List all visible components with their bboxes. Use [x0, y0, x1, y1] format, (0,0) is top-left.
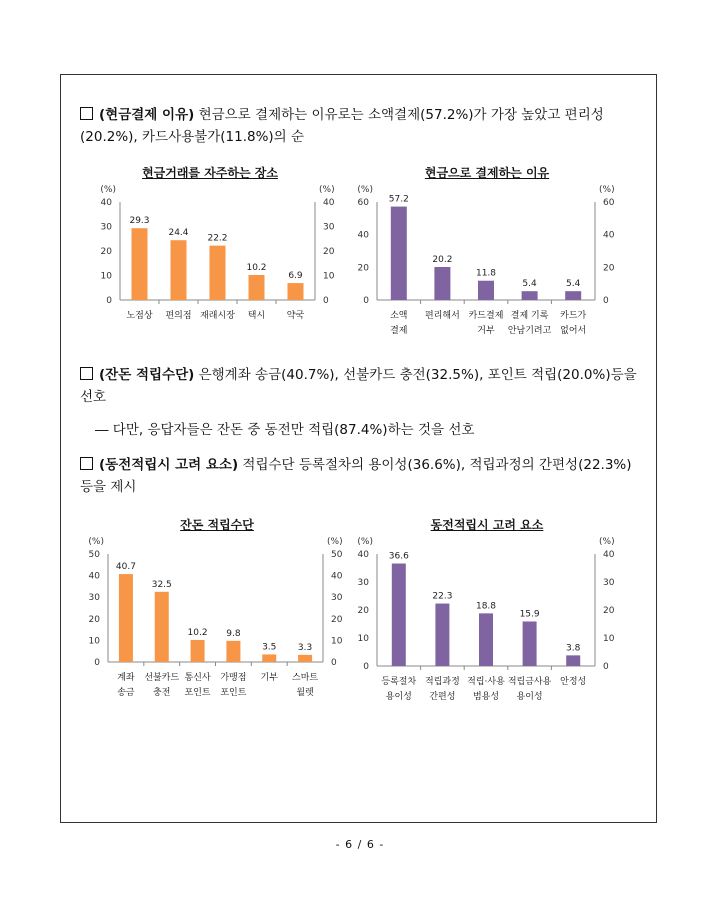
category-label: 거부	[477, 326, 495, 336]
bar-value-label: 6.9	[288, 271, 303, 282]
bar	[566, 655, 580, 666]
category-label: 가맹점	[220, 673, 247, 683]
category-label: 간편성	[429, 692, 456, 702]
bar	[435, 604, 449, 666]
chart-cash-places	[80, 160, 350, 340]
checkbox-bullet-icon	[80, 107, 93, 120]
category-label: 카드가	[560, 311, 587, 321]
chart-svg	[80, 160, 350, 340]
y-tick-label-left: 30	[357, 578, 369, 588]
category-label: 월렛	[296, 688, 314, 698]
bar	[298, 655, 312, 662]
bar-value-label: 22.2	[207, 233, 228, 244]
category-label: 스마트	[292, 673, 319, 683]
y-tick-label-left: 10	[357, 634, 369, 644]
bar	[392, 564, 406, 666]
y-tick-label-left: 60	[357, 198, 369, 208]
bar	[262, 654, 276, 662]
bar	[155, 592, 169, 662]
chart-title: 현금거래를 자주하는 장소	[142, 166, 278, 180]
y-tick-label-right: 50	[331, 550, 343, 560]
bar	[226, 641, 240, 662]
y-tick-label-right: 10	[603, 634, 615, 644]
checkbox-bullet-icon	[80, 367, 93, 380]
category-label: 기부	[260, 673, 278, 683]
category-label: 범용성	[472, 692, 500, 702]
y-tick-label-left: 0	[106, 296, 112, 306]
chart-title: 동전적립시 고려 요소	[430, 518, 544, 532]
bar	[565, 291, 581, 300]
category-label: 소액	[390, 311, 408, 321]
paragraph-heading: (잔돈 적립수단)	[99, 367, 195, 383]
y-tick-label-left: 40	[100, 198, 112, 208]
y-tick-label-right: 10	[331, 636, 343, 647]
category-label: 택시	[247, 311, 266, 321]
bar	[132, 228, 148, 300]
y-tick-label-left: 20	[88, 614, 100, 625]
category-label: 충전	[153, 688, 171, 698]
y-tick-label-left: 0	[363, 662, 369, 672]
paragraph-cash-reason	[80, 104, 645, 148]
y-tick-label-left: 0	[94, 658, 100, 668]
checkbox-bullet-icon	[80, 457, 93, 470]
y-tick-label-left: 40	[357, 550, 369, 560]
bar	[288, 283, 304, 300]
y-tick-label-right: 20	[331, 614, 343, 625]
bar-value-label: 5.4	[522, 279, 537, 290]
bar-value-label: 36.6	[388, 551, 409, 562]
bar-value-label: 24.4	[168, 228, 189, 239]
paragraph-change-savings	[80, 364, 645, 408]
chart-change-savings	[80, 510, 355, 710]
y-tick-label-right: 40	[603, 230, 615, 241]
bar	[249, 275, 265, 300]
y-tick-label-left: 50	[88, 550, 100, 560]
category-label: 약국	[286, 311, 305, 321]
bar-value-label: 10.2	[187, 627, 208, 638]
bar	[479, 613, 493, 666]
paragraph-heading: (동전적립시 고려 요소)	[99, 457, 239, 473]
category-label: 송금	[117, 688, 135, 698]
bar	[523, 621, 537, 666]
bar	[210, 246, 226, 300]
chart-cash-reasons	[355, 160, 645, 350]
category-label: 안남기려고	[507, 326, 552, 336]
y-tick-label-left: 30	[100, 222, 112, 233]
bar	[391, 207, 407, 300]
category-label: 안정성	[560, 677, 587, 687]
bar-value-label: 29.3	[129, 216, 150, 227]
category-label: 노점상	[126, 311, 153, 321]
y-tick-label-right: 0	[603, 296, 609, 306]
paragraph-text: 은행계좌 송금(40.7%), 선불카드 충전(32.5%), 포인트 적립(20.0%)등을 선호	[80, 367, 637, 405]
y-tick-label-left: 20	[357, 606, 369, 616]
y-unit-left: (%)	[100, 185, 116, 195]
category-label: 결제 기록	[510, 311, 549, 321]
bar	[119, 574, 133, 662]
category-label: 없어서	[560, 326, 587, 336]
y-tick-label-right: 20	[603, 606, 615, 616]
note-coin-only: ― 다만, 응답자들은 잔돈 중 동전만 적립(87.4%)하는 것을 선호	[95, 422, 475, 438]
y-tick-label-right: 30	[323, 222, 335, 233]
y-tick-label-right: 0	[603, 662, 609, 672]
y-unit-right: (%)	[599, 537, 615, 547]
y-tick-label-right: 40	[323, 198, 335, 208]
category-label: 통신사	[184, 673, 211, 683]
bar	[171, 240, 187, 300]
y-tick-label-left: 10	[88, 636, 100, 647]
y-unit-left: (%)	[357, 185, 373, 195]
y-unit-right: (%)	[599, 185, 615, 195]
chart-svg	[80, 510, 355, 710]
paragraph-heading: (현금결제 이유)	[99, 107, 195, 123]
bar-value-label: 3.8	[566, 643, 581, 654]
y-unit-right: (%)	[327, 537, 343, 547]
bar-value-label: 32.5	[151, 579, 172, 590]
y-tick-label-left: 10	[100, 271, 112, 282]
y-unit-right: (%)	[319, 185, 335, 195]
y-tick-label-left: 0	[363, 296, 369, 306]
category-label: 용이성	[385, 692, 412, 702]
bar	[191, 640, 205, 662]
category-label: 적립금사용	[507, 677, 552, 687]
y-tick-label-right: 20	[323, 247, 335, 257]
chart-svg	[355, 510, 645, 710]
chart-coin-factors	[355, 510, 645, 710]
category-label: 용이성	[516, 692, 543, 702]
y-tick-label-right: 40	[603, 550, 615, 560]
category-label: 결제	[390, 326, 408, 336]
chart-title: 잔돈 적립수단	[180, 518, 254, 532]
y-tick-label-left: 30	[88, 593, 100, 604]
chart-svg	[355, 160, 645, 350]
category-label: 계좌	[117, 673, 135, 683]
category-label: 포인트	[220, 688, 247, 698]
chart-title: 현금으로 결제하는 이유	[424, 166, 550, 180]
category-label: 편의점	[165, 311, 192, 321]
bar-value-label: 40.7	[115, 562, 136, 573]
y-tick-label-left: 20	[100, 247, 112, 257]
bar-value-label: 18.8	[475, 601, 497, 612]
bar-value-label: 57.2	[388, 194, 409, 205]
category-label: 적립과정	[425, 677, 460, 687]
paragraph-text: 적립수단 등록절차의 용이성(36.6%), 적립과정의 간편성(22.3%) 등을 제시	[80, 457, 632, 495]
y-tick-label-left: 40	[357, 230, 369, 241]
bar-value-label: 10.2	[246, 263, 267, 274]
category-label: 적립·사용	[467, 677, 505, 687]
y-tick-label-left: 20	[357, 263, 369, 274]
y-unit-left: (%)	[88, 537, 104, 547]
bar-value-label: 20.2	[432, 255, 453, 266]
bar-value-label: 11.8	[475, 268, 497, 279]
y-unit-left: (%)	[357, 537, 373, 547]
y-tick-label-right: 60	[603, 198, 615, 208]
y-tick-label-right: 30	[331, 593, 343, 604]
page-number: - 6 / 6 -	[335, 838, 385, 851]
bar-value-label: 22.3	[432, 591, 453, 602]
y-tick-label-right: 0	[323, 296, 329, 306]
y-tick-label-right: 40	[331, 571, 343, 582]
category-label: 편리해서	[425, 311, 460, 321]
bar-value-label: 15.9	[519, 609, 540, 620]
bar-value-label: 3.5	[262, 642, 277, 653]
paragraph-coin-factors	[80, 454, 645, 498]
category-label: 선불카드	[144, 673, 180, 683]
category-label: 재래시장	[200, 311, 235, 321]
y-tick-label-left: 40	[88, 571, 100, 582]
y-tick-label-right: 0	[331, 658, 337, 668]
category-label: 포인트	[184, 688, 211, 698]
y-tick-label-right: 20	[603, 263, 615, 274]
bar-value-label: 3.3	[297, 642, 313, 653]
bar	[434, 267, 450, 300]
bar	[478, 281, 494, 300]
y-tick-label-right: 10	[323, 271, 335, 282]
category-label: 등록절차	[381, 677, 417, 687]
bar	[522, 291, 538, 300]
y-tick-label-right: 30	[603, 578, 615, 588]
bar-value-label: 9.8	[226, 628, 241, 639]
bar-value-label: 5.4	[566, 279, 581, 290]
category-label: 카드결제	[468, 311, 504, 321]
paragraph-text: 현금으로 결제하는 이유로는 소액결제(57.2%)가 가장 높았고 편리성(20.2%), 카드사용불가(11.8%)의 순	[80, 107, 604, 145]
